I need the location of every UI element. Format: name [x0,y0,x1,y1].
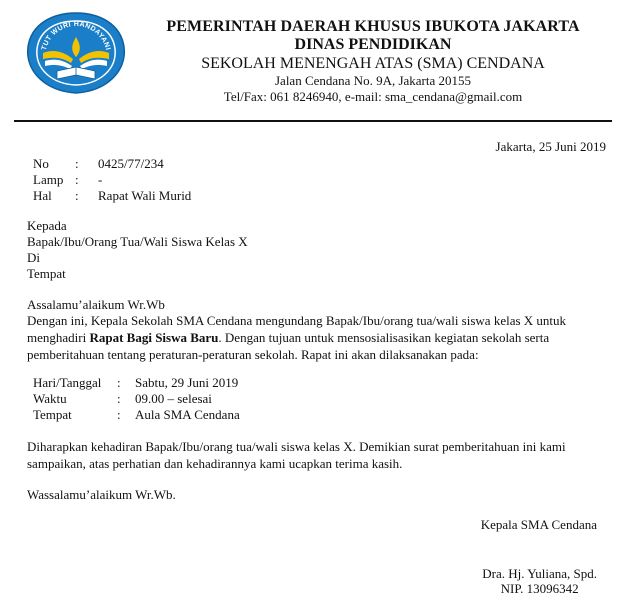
detail-row-time [33,390,240,406]
letter-meta [33,155,191,203]
meta-row-number [33,155,191,171]
school-address: Jalan Cendana No. 9A, Jakarta 20155 [274,73,472,88]
detail-sep: : [117,375,121,390]
signatory-title: Kepala SMA Cendana [480,517,597,532]
meta-key: No [33,156,49,171]
detail-key: Hari/Tanggal [33,375,102,390]
signatory-block [482,565,597,595]
detail-key: Tempat [33,407,72,422]
recipient-line: Kepada [27,218,67,233]
meta-key: Hal [33,188,52,203]
meta-value: Rapat Wali Murid [98,188,192,203]
school-name: SEKOLAH MENENGAH ATAS (SMA) CENDANA [201,55,545,72]
letter-date: Jakarta, 25 Juni 2019 [495,139,606,154]
closing-greeting: Wassalamu’alaikum Wr.Wb. [27,487,176,502]
signatory-nip: NIP. 13096342 [500,581,579,596]
meta-row-attachment [33,171,191,187]
meta-row-subject [33,187,191,203]
salutation: Assalamu’alaikum Wr.Wb [27,297,165,312]
detail-value: Aula SMA Cendana [135,407,240,422]
recipient-line: Bapak/Ibu/Orang Tua/Wali Siswa Kelas X [27,234,248,249]
letterhead [0,0,625,118]
school-contact: Tel/Fax: 061 8246940, e-mail: sma_cendana@gmail.com [223,89,523,104]
detail-sep: : [117,407,121,422]
letterhead-text [138,18,608,105]
recipient-block [27,217,248,281]
svg-text:TUT WURI HANDAYANI: TUT WURI HANDAYANI [40,20,112,52]
department-name: DINAS PENDIDIKAN [294,36,452,53]
meta-value: - [98,172,103,187]
meta-value: 0425/77/234 [98,156,164,171]
meta-sep: : [75,188,79,203]
detail-value: 09.00 – selesai [135,391,212,406]
closing-paragraph: Diharapkan kehadiran Bapak/Ibu/orang tua/wali siswa kelas X. Demikian surat pemberitahuan ini kami sampaikan, atas perhatian dan kehadirannya kami ucapkan terima kasih. [27,439,566,471]
meeting-details [33,374,240,422]
paragraph-text: . Dengan tujuan untuk mensosialisasikan kegiatan sekolah serta pemberitahuan tentang peraturan-peraturan sekolah. Rapat ini akan dilaksanakan pada: [27,330,550,362]
paragraph-text: Dengan ini, Kepala Sekolah SMA Cendana mengundang Bapak/Ibu/orang tua/wali siswa kelas X untuk menghadiri [27,313,567,345]
detail-row-date [33,374,240,390]
meta-sep: : [75,172,79,187]
meta-sep: : [75,156,79,171]
meeting-name: Rapat Bagi Siswa Baru [89,330,219,345]
government-name: PEMERINTAH DAERAH KHUSUS IBUKOTA JAKARTA [166,18,580,35]
detail-sep: : [117,391,121,406]
header-divider [14,120,612,122]
recipient-line: Tempat [27,266,66,281]
signatory-name: Dra. Hj. Yuliana, Spd. [482,566,597,581]
invitation-paragraph [27,312,607,363]
recipient-line: Di [27,250,40,265]
detail-row-place [33,406,240,422]
detail-key: Waktu [33,391,67,406]
tut-wuri-handayani-logo [23,11,129,95]
detail-value: Sabtu, 29 Juni 2019 [135,375,239,390]
meta-key: Lamp [33,172,64,187]
